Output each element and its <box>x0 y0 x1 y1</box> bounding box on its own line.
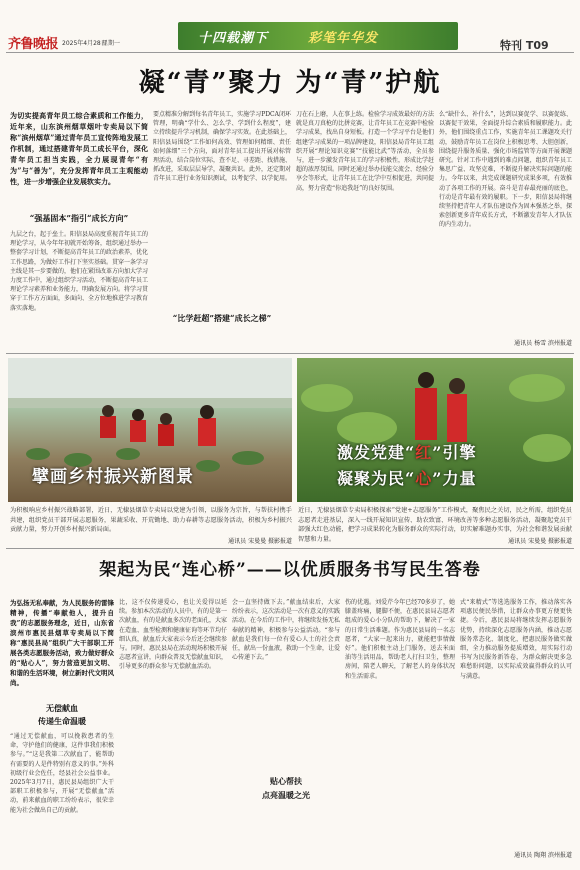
photo-right-caption: 近日，无棣县烟草专卖局积极探索“党建+志愿服务”工作模式，聚焦民之关切，民之所需，组织党员志愿者走进基层，深入一线开展知识宣传、助农致富、环境改善等多种志愿服务活动，凝聚起党员干部强大红色动能，把学习成果转化为服务群众的实际行动，切实解难题办实事，为社会和谐发展贡献智慧和力量。 <box>298 507 572 543</box>
photo-right-title-prefix: 激发党建“ <box>337 443 416 462</box>
article1-headline: 凝“青”聚力 为“青”护航 <box>138 68 442 98</box>
article2-lead: 为弘扬无私奉献，为人民服务的雷锋精神，传播“奉献他人，提升自我”的志愿服务理念，近日，山东省滨州市惠民县烟草专卖局以下简称“惠民县局”组织广大干部职工开展各类志愿服务活动，致力做好群众的“贴心人”，努力营造更加文明、和谐的生活环境，树立新时代文明风尚。 <box>10 599 114 687</box>
article1-subhead-2: “比学赶超”搭建“成长之梯” <box>172 313 272 323</box>
article2-column-4: 伤的优遇。刘爱芹今年已经70多岁了，她膝盖疼痛，腿脚不便，在惠民县局志愿者组成的爱心小分队的帮助下，解决了一家的日常生活难题。作为惠民县局的一名志愿者，“大家一起来出力，就能把事情做好”。他们积极主动上门服务，送去米面油等生活用品，帮助老人打扫卫生，整理房间，陪老人聊天，了解老人的身体状况和生活需求。 <box>345 599 455 680</box>
page-code: 特刊 T09 <box>500 39 549 52</box>
photo-right-title-suffix: ”引擎 <box>432 443 477 462</box>
photo-right-title-line2 <box>337 466 476 489</box>
photo-volunteers-greenhouse <box>297 358 573 502</box>
masthead <box>0 0 580 50</box>
article1-credit: 通讯员 杨雪 滨州报道 <box>514 340 572 347</box>
article2-column-5: 式“来精式”等选选服务工作，推动落实各项惠民便民举措，让群众办事更方便更快捷。今后，惠民县局将继续发挥志愿服务优势，持续深化志愿服务内涵，推动志愿服务常态化、制度化，把惠民服务做实做细，全力推动服务提质增效，用实际行动书写为民服务新答卷，为群众解决更多急难愁盼问题，以实际成效赢得群众的认可与满意。 <box>460 599 572 680</box>
banner-text-2: 彩笔年华发 <box>308 31 379 46</box>
article1-column-4: 么“缺什么、补什么”，达到以赛促学、以赛促练、以赛促干效果，全面提升综合素质和履职能力。此外，他们围绕重点工作，实施青年员工课题攻关行动，鼓励青年员工在岗位上积极思考、大胆创新，围绕提升服务质量、强化市场监管等方面开展课题研究。针对工作中遇到的难点问题，组织青年员工集思广益、攻坚克难，不断提升解决实际问题的能力。今年以来，共完成课题研究成果多项，有效推动了各项工作的开展。奋斗是青春最亮丽的底色，行动是青年最有效的履职。下一步，阳信县局将继续坚持把青年人才队伍建设作为固本强基之举，探索创新更多青年成长方式，不断激发青年人才队伍的内生动力。 <box>439 111 572 229</box>
article1-lead: 为切实提高青年员工综合素质和工作能力，近年来，山东滨州烟草烟叶专卖局以下简称“滨州烟草”通过青年员工宣传阵地发展工作机制，通过搭建青年员工成长平台，深化青年员工担当实践，全力展现青年“有为”与“善为”，充分发挥青年员工主观能动性，进一步增强企业发展软实力。 <box>10 111 148 186</box>
article2-column-3: 会一直坚持做下去。”献血结束后，大家纷纷表示，这次活动是一次有意义的实践活动。在今后的工作中，将继续发扬无私奉献的精神，积极参与公益活动。“参与献血是我们每一位有爱心人士的社会责任，献出一份血液，救助一个生命，让爱心传递下去。” <box>232 599 341 662</box>
divider <box>6 353 574 354</box>
issue-date: 2025年4月28日 <box>62 40 107 47</box>
article2-column-1: “通过无偿献血，可以挽救患者的生命，守护他们的健康，这件事我们积极参与。”“这是我第二次献血了，能帮助有需要的人是件特别有意义的事。”外科初级行业会佐任，经县社会公益事业。2025年3月7日，惠民县局组织广大干部职工积极参与，开展“无偿献血”活动，前来献血的职工纷纷表示，很荣幸能为社会做出自己的贡献。 <box>10 733 114 814</box>
photo-right-title2-prefix: 凝聚为民“ <box>337 469 416 488</box>
special-issue-banner <box>178 22 458 50</box>
photo-left-caption: 为积极响应乡村振兴战略部署，近日，无棣县烟草专卖局以党建为引领，以服务为宗旨，与帮扶村携手共建，组织党员干部开展志愿服务，果蔬采收、开荒锄地、助力春耕等志愿服务活动，积极为乡村振兴贡献力量，努力开创乡村振兴新局面。 <box>10 507 292 533</box>
article1-column-2: 要点精准分解到每名青年员工，实施学习PDCA闭环管理，明确“学什么、怎么学、学到什么程度”，建立持续提升学习机制，确保学习实效。在此基础上，阳信县局围绕“工作如何高效、管理如何精细、责任如何落细”三个方向，面对青年员工提出开展对标管理活动，结合岗位实际，查不足、寻差距、找措施、抓改进，采取层层导学，凝聚共识。此外，还定期对青年员工进行业务知识测试，以考促学、以学促用。 <box>153 111 292 183</box>
article2-subhead-3: 贴心帮扶 <box>270 776 302 786</box>
photo-right-title-line1 <box>337 440 476 463</box>
article1-column-1: 九层之台，起于垒土。阳信县局高度重视青年员工的理论学习，从今年年初就开始筹备，组织通过举办一整套学习计划，不断提高青年员工的政治素养，优化工作思路，为做好工作打下坚实基础。贯穿一条学习主线是其一步要做的，他们在紧围改革方向加大学习力度工作中，通过组织学习活动，不断提高青年员工理论学习素养和业务能力，明确发展方向。将学习贯穿于工作方方面面，多面向、全方位地推进学习教育落实落地。 <box>10 231 149 312</box>
article1-subhead-1: “强基固本”指引“成长方向” <box>29 213 129 223</box>
article2-subhead-4: 点亮温暖之光 <box>262 790 310 800</box>
photo-left-credit: 通讯员 宋曼曼 摄影报道 <box>228 538 292 545</box>
newspaper-logo: 齐鲁晚报 <box>8 37 59 52</box>
photo-left-title: 擘画乡村振兴新图景 <box>32 467 194 487</box>
photo-right-credit: 通讯员 宋曼曼 摄影报道 <box>508 538 572 545</box>
article2-subhead-2: 传递生命温暖 <box>38 716 86 726</box>
issue-weekday: 星期一 <box>102 40 121 47</box>
banner-text-1: 十四载潮下 <box>198 31 269 46</box>
article2-column-2: 比，这不仅传递爱心，也让关爱得以延续。参加本次活动的人员中，有的是第一次献血，有的是献血多次的老面孔，大家在造血、血型检测和健康征询等环节均仔细认真，献血后大家表示今后还会继续参与。同时，惠民县局在活动现场积极开展志愿者宣讲，向群众普及无偿献血知识，引导更多的群众参与无偿献血活动。 <box>119 599 228 671</box>
photo-right-title-red: 红 <box>415 443 433 462</box>
article2-subhead-1: 无偿献血 <box>46 703 78 713</box>
article1-column-3: 刀在石上磨，人在事上练。检验学习成效最好的方法就是真刀真枪的比拼竞赛，让青年员工在竞赛中检验学习成果，找出自身短板。打造一个学习平台是他们组建学习成果的一项品牌建设，阳信县局青年员工组织开展“理论知识竞赛”“技能比武”等活动，全员参与，进一步激发青年员工的学习积极性，形成比学赶超的浓厚氛围。同时还通过举办技能交流会、经验分享会等形式，让青年员工在比学中互相促进，共同提高，努力营造“你追我赶”的良好氛围。 <box>296 111 435 192</box>
divider <box>6 548 574 549</box>
photo-volunteers-farm <box>8 358 292 502</box>
photo-right-title2-suffix: ”力量 <box>432 469 477 488</box>
article2-headline: 架起为民“连心桥”——以优质服务书写民生答卷 <box>99 560 481 580</box>
photo-right-title2-red: 心 <box>415 469 433 488</box>
article2-credit: 通讯员 陶翔 滨州报道 <box>514 852 572 859</box>
divider <box>6 52 574 53</box>
